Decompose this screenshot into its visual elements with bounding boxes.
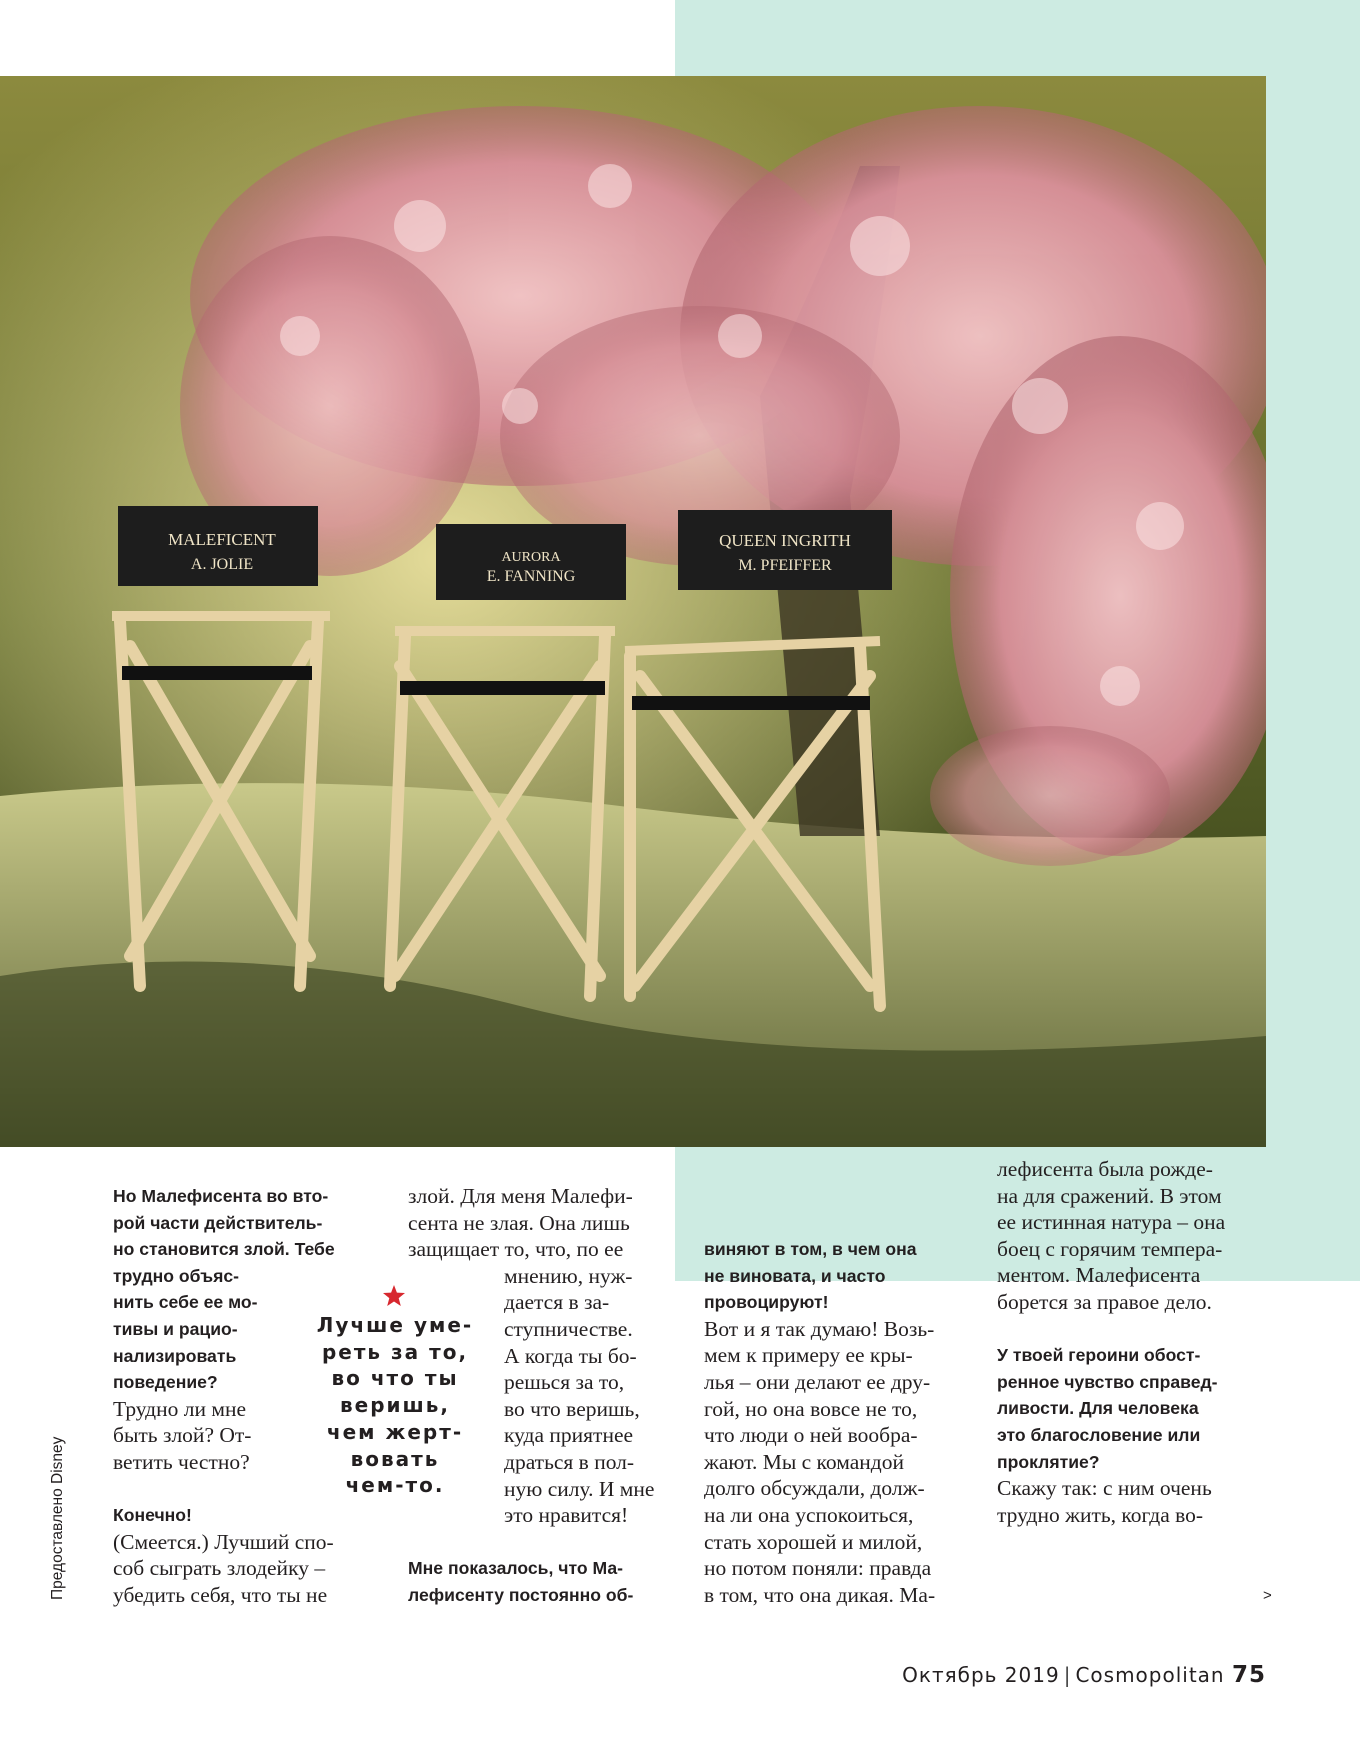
answer-line: лья – они делают ее дру- (704, 1369, 931, 1394)
answer-line: куда приятнее (504, 1423, 634, 1448)
answer-line: сента не злая. Она лишь (408, 1210, 630, 1235)
question-line: тивы и рацио- (113, 1318, 238, 1339)
question-line: Но Малефисента во вто- (113, 1186, 329, 1206)
question-line: ливости. Для человека (997, 1398, 1199, 1419)
question-line: нализировать (113, 1345, 237, 1366)
answer-line: долго обсуждали, долж- (704, 1476, 925, 1501)
continue-arrow-icon: > (1263, 1587, 1272, 1604)
question-line: это благословение или (997, 1424, 1201, 1445)
pull-quote (312, 1312, 478, 1499)
pull-quote-line: чем жерт- (326, 1419, 464, 1444)
question-line: виняют в том, в чем она (704, 1239, 917, 1259)
pull-quote-line: вовать (350, 1446, 440, 1471)
question-line: Мне показалось, что Ма- (408, 1558, 624, 1579)
answer-line: на для сражений. В этом (997, 1183, 1222, 1208)
question-line: поведение? (113, 1372, 218, 1393)
chair-2-line2: E. FANNING (486, 568, 576, 585)
column-3 (704, 1236, 964, 1608)
chair-3-line2: M. PFEIFFER (738, 557, 832, 574)
answer-line: Вот и я так думаю! Возь- (704, 1316, 935, 1341)
answer-line: ее истинная натура – она (997, 1210, 1226, 1235)
pull-quote-line: во что ты (331, 1366, 459, 1391)
column-4 (997, 1156, 1259, 1528)
pull-quote-line: чем-то. (345, 1473, 445, 1498)
answer-line: (Смеется.) Лучший спо- (113, 1529, 334, 1554)
question-line: У твоей героини обост- (997, 1345, 1201, 1366)
pull-quote-line: Лучше уме- (316, 1313, 474, 1337)
question-line: провоцируют! (704, 1292, 829, 1313)
answer-line: мнению, нуж- (504, 1263, 633, 1288)
answer-line: жают. Мы с командой (704, 1449, 904, 1474)
answer-line: на ли она успокоиться, (704, 1502, 914, 1527)
question-line: рой части действитель- (113, 1212, 323, 1233)
answer-line: гой, но она вовсе не то, (704, 1396, 918, 1421)
chair-3-line1: QUEEN INGRITH (719, 531, 851, 550)
answer-line: что люди о ней вообра- (704, 1423, 918, 1448)
answer-bold: Конечно! (113, 1505, 192, 1526)
answer-line: но потом поняли: правда (704, 1556, 932, 1581)
question-line: лефисенту постоянно об- (408, 1584, 634, 1605)
question-line: трудно объяс- (113, 1265, 240, 1286)
answer-line: ветить честно? (113, 1449, 250, 1474)
answer-line: ную силу. И мне (504, 1476, 655, 1501)
answer-line: Скажу так: с ним очень (997, 1476, 1212, 1501)
answer-line: трудно жить, когда во- (997, 1502, 1204, 1527)
answer-line: боец с горячим темпера- (997, 1236, 1223, 1261)
question-line: но становится злой. Тебе (113, 1239, 335, 1260)
question-line: не виновата, и часто (704, 1265, 886, 1286)
answer-line: соб сыграть злодейку – (113, 1556, 326, 1581)
answer-line: быть злой? От- (113, 1423, 252, 1448)
page-number: 75 (1231, 1662, 1266, 1688)
answer-line: во что веришь, (504, 1396, 640, 1421)
answer-line: защищает то, что, по ее (408, 1237, 624, 1262)
answer-line: злой. Для меня Малефи- (408, 1184, 633, 1208)
answer-line: борется за правое дело. (997, 1289, 1212, 1314)
chair-1-line1: MALEFICENT (168, 530, 276, 549)
question-line: ренное чувство справед- (997, 1371, 1218, 1392)
question-line: проклятие? (997, 1451, 1100, 1472)
photo-directors-chairs (0, 76, 1266, 1147)
page-footer: Октябрь 2019 | Cosmopolitan 75 (902, 1662, 1266, 1688)
chair-1-line2: A. JOLIE (190, 556, 254, 573)
answer-line: А когда ты бо- (504, 1343, 637, 1368)
answer-line: это нравится! (504, 1503, 629, 1528)
answer-line: убедить себя, что ты не (113, 1582, 328, 1607)
footer-issue: Октябрь 2019 (902, 1663, 1060, 1687)
answer-line: лефисента была рожде- (997, 1157, 1213, 1181)
star-icon (382, 1284, 406, 1308)
chair-2-line1: AURORA (501, 550, 561, 565)
pull-quote-line: веришь, (339, 1393, 451, 1418)
mint-background-top (675, 0, 1360, 76)
photo-credit: Предоставлено Disney (49, 1436, 66, 1600)
answer-line: ментом. Малефисента (997, 1263, 1201, 1288)
answer-line: ступничестве. (504, 1316, 633, 1341)
answer-line: мем к примеру ее кры- (704, 1343, 913, 1368)
answer-line: Трудно ли мне (113, 1396, 247, 1421)
answer-line: драться в пол- (504, 1449, 635, 1474)
footer-magazine: Cosmopolitan (1075, 1663, 1225, 1687)
answer-line: решься за то, (504, 1370, 625, 1395)
question-line: нить себе ее мо- (113, 1292, 258, 1313)
answer-line: дается в за- (504, 1290, 610, 1315)
answer-line: стать хорошей и милой, (704, 1529, 923, 1554)
mint-background-right (1266, 76, 1360, 1281)
pull-quote-line: реть за то, (321, 1339, 469, 1364)
answer-line: в том, что она дикая. Ма- (704, 1582, 936, 1607)
